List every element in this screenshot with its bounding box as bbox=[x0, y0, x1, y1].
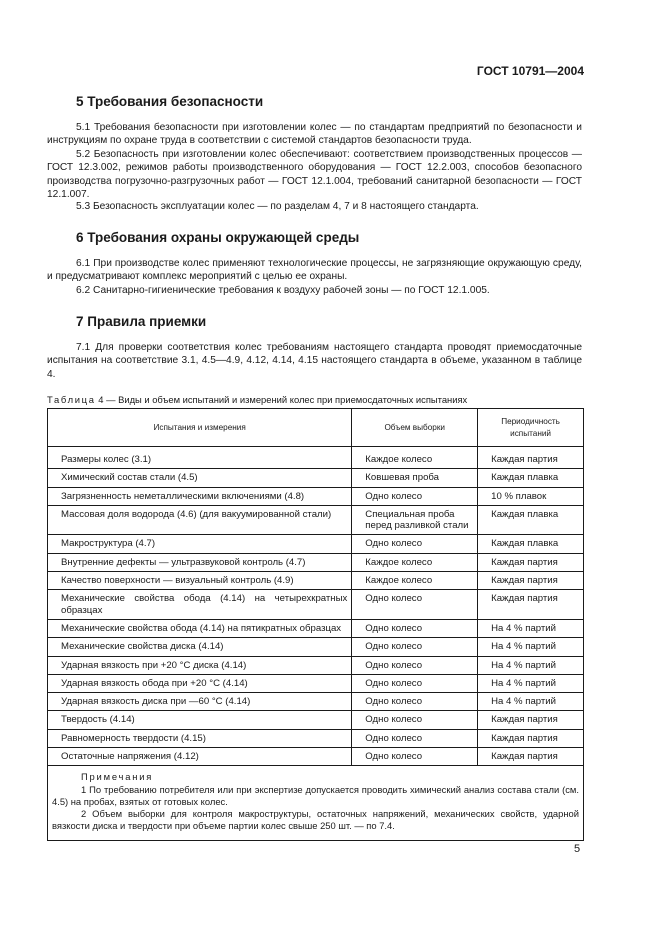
test-name-cell: Равномерность твердости (4.15) bbox=[48, 729, 352, 747]
sample-size-cell: Одно колесо bbox=[352, 748, 478, 766]
table-row bbox=[48, 693, 584, 711]
table-row bbox=[48, 469, 584, 487]
paragraph-5-1: 5.1 Требования безопасности при изготовлении колес — по стандартам предприятий по безопасности и инструкциям по охране труда в соответствии с системой стандартов безопасности труда. bbox=[47, 122, 582, 147]
paragraph-5-2: 5.2 Безопасность при изготовлении колес обеспечивают: соответствием производственных процессов — ГОСТ 12.3.002, режимов работы производственного оборудования — ГОСТ 12.2.003, способов безопасного производства погрузочно-разгрузочных работ — ГОСТ 12.1.004, требований санитарной безопасности — ГОСТ 12.1.007. bbox=[47, 149, 582, 200]
periodicity-cell: Каждая партия bbox=[478, 572, 584, 590]
periodicity-cell: Каждая партия bbox=[478, 553, 584, 571]
test-name-cell: Механические свойства обода (4.14) на четырехкратных образцах bbox=[48, 590, 352, 620]
sample-size-cell: Каждое колесо bbox=[352, 553, 478, 571]
paragraph-5-3: 5.3 Безопасность эксплуатации колес — по разделам 4, 7 и 8 настоящего стандарта. bbox=[76, 201, 479, 212]
table-caption-word: Таблица bbox=[47, 394, 96, 405]
test-name-cell: Размеры колес (3.1) bbox=[48, 451, 352, 469]
periodicity-cell: Каждая плавка bbox=[478, 535, 584, 553]
periodicity-cell: Каждая партия bbox=[478, 451, 584, 469]
table-caption-text: 4 — Виды и объем испытаний и измерений колес при приемосдаточных испытаниях bbox=[95, 394, 468, 405]
table-row bbox=[48, 487, 584, 505]
table-row bbox=[48, 711, 584, 729]
test-name-cell: Химический состав стали (4.5) bbox=[48, 469, 352, 487]
sample-size-cell: Одно колесо bbox=[352, 590, 478, 620]
header-periodicity: Периодичность испытаний bbox=[478, 409, 584, 447]
table-row bbox=[48, 748, 584, 766]
sample-size-cell: Ковшевая проба bbox=[352, 469, 478, 487]
periodicity-cell: На 4 % партий bbox=[478, 693, 584, 711]
periodicity-cell: 10 % плавок bbox=[478, 487, 584, 505]
table-row bbox=[48, 505, 584, 535]
sample-size-cell: Одно колесо bbox=[352, 619, 478, 637]
test-name-cell: Ударная вязкость обода при +20 °С (4.14) bbox=[48, 674, 352, 692]
test-name-cell: Качество поверхности — визуальный контроль (4.9) bbox=[48, 572, 352, 590]
table-row bbox=[48, 572, 584, 590]
table-row bbox=[48, 451, 584, 469]
test-name-cell: Макроструктура (4.7) bbox=[48, 535, 352, 553]
sample-size-cell: Каждое колесо bbox=[352, 451, 478, 469]
notes-title: Примечания bbox=[81, 771, 154, 783]
sample-size-cell: Одно колесо bbox=[352, 487, 478, 505]
table-row bbox=[48, 656, 584, 674]
test-name-cell: Остаточные напряжения (4.12) bbox=[48, 748, 352, 766]
test-name-cell: Загрязненность неметаллическими включениями (4.8) bbox=[48, 487, 352, 505]
table-row bbox=[48, 619, 584, 637]
sample-size-cell: Одно колесо bbox=[352, 693, 478, 711]
test-name-cell: Твердость (4.14) bbox=[48, 711, 352, 729]
periodicity-cell: Каждая партия bbox=[478, 748, 584, 766]
sample-size-cell: Специальная проба перед разливкой стали bbox=[352, 505, 478, 535]
table-header-row bbox=[48, 409, 584, 447]
paragraph-6-2: 6.2 Санитарно-гигиенические требования к воздуху рабочей зоны — по ГОСТ 12.1.005. bbox=[76, 285, 490, 296]
sample-size-cell: Каждое колесо bbox=[352, 572, 478, 590]
periodicity-cell: На 4 % партий bbox=[478, 674, 584, 692]
paragraph-7-1: 7.1 Для проверки соответствия колес требованиям настоящего стандарта проводят приемосдаточные испытания на соответствие 3.1, 4.5—4.9, 4.12, 4.14, 4.15 настоящего стандарта в объеме, указанном в таблице 4. bbox=[47, 342, 582, 380]
page-number: 5 bbox=[574, 843, 581, 855]
periodicity-cell: Каждая партия bbox=[478, 729, 584, 747]
paragraph-6-1: 6.1 При производстве колес применяют технологические процессы, не загрязняющие окружающую среду, и предусматривают комплекс мероприятий с целью ее охраны. bbox=[47, 258, 582, 283]
test-name-cell: Ударная вязкость при +20 °С диска (4.14) bbox=[48, 656, 352, 674]
table-body bbox=[48, 447, 584, 766]
standard-designation: ГОСТ 10791—2004 bbox=[476, 64, 584, 78]
sample-size-cell: Одно колесо bbox=[352, 711, 478, 729]
note-1: 1 По требованию потребителя или при экспертизе допускается проводить химический анализ состава стали (см. 4.5) на пробах, взятых от готовых колес. bbox=[52, 783, 579, 807]
periodicity-cell: На 4 % партий bbox=[478, 619, 584, 637]
header-tests: Испытания и измерения bbox=[48, 409, 352, 447]
table-row bbox=[48, 590, 584, 620]
periodicity-cell: На 4 % партий bbox=[478, 656, 584, 674]
table-row bbox=[48, 535, 584, 553]
sample-size-cell: Одно колесо bbox=[352, 638, 478, 656]
periodicity-cell: Каждая партия bbox=[478, 711, 584, 729]
notes-row bbox=[48, 766, 584, 841]
periodicity-cell: Каждая плавка bbox=[478, 469, 584, 487]
periodicity-cell: Каждая партия bbox=[478, 590, 584, 620]
header-sample-size: Объем выборки bbox=[352, 409, 478, 447]
table-row bbox=[48, 553, 584, 571]
sample-size-cell: Одно колесо bbox=[352, 535, 478, 553]
sample-size-cell: Одно колесо bbox=[352, 656, 478, 674]
section-7-title: 7 Правила приемки bbox=[76, 314, 207, 329]
sample-size-cell: Одно колесо bbox=[352, 729, 478, 747]
table-row bbox=[48, 729, 584, 747]
table-caption bbox=[47, 394, 467, 405]
table-notes bbox=[48, 766, 584, 841]
test-name-cell: Массовая доля водорода (4.6) (для вакуумированной стали) bbox=[48, 505, 352, 535]
periodicity-cell: Каждая плавка bbox=[478, 505, 584, 535]
periodicity-cell: На 4 % партий bbox=[478, 638, 584, 656]
sample-size-cell: Одно колесо bbox=[352, 674, 478, 692]
test-name-cell: Механические свойства диска (4.14) bbox=[48, 638, 352, 656]
table-row bbox=[48, 674, 584, 692]
section-6-title: 6 Требования охраны окружающей среды bbox=[76, 230, 360, 245]
acceptance-tests-table bbox=[47, 408, 584, 841]
test-name-cell: Ударная вязкость диска при —60 °С (4.14) bbox=[48, 693, 352, 711]
note-2: 2 Объем выборки для контроля макроструктуры, остаточных напряжений, механических свойств, ударной вязкости диска и твердости при объеме партии колес свыше 250 шт. — по 7.4. bbox=[52, 807, 579, 832]
table-row bbox=[48, 638, 584, 656]
section-5-title: 5 Требования безопасности bbox=[76, 94, 264, 109]
test-name-cell: Механические свойства обода (4.14) на пятикратных образцах bbox=[48, 619, 352, 637]
test-name-cell: Внутренние дефекты — ультразвуковой контроль (4.7) bbox=[48, 553, 352, 571]
